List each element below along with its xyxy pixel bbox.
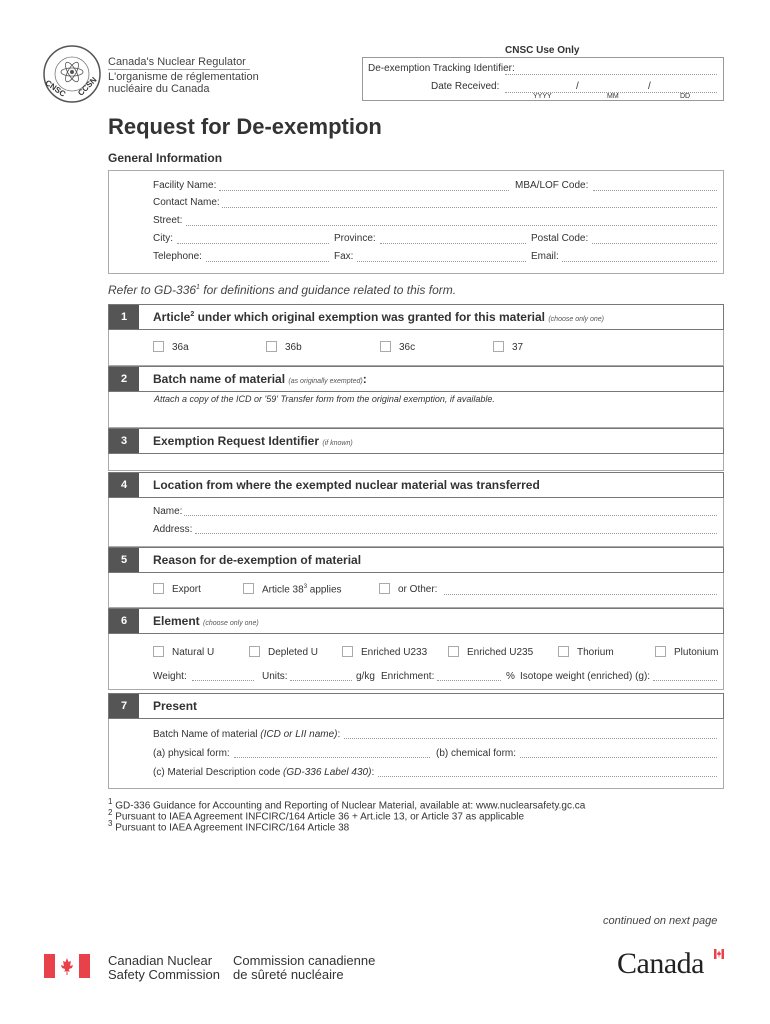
s7-physical-label: (a) physical form: xyxy=(153,748,230,759)
option-37: 37 xyxy=(512,342,524,353)
checkbox-36a[interactable] xyxy=(153,341,164,352)
refer-guidance xyxy=(108,283,456,297)
s4-address-field[interactable] xyxy=(195,533,717,534)
refer-pre: Refer to GD-336 xyxy=(108,283,197,297)
dd-hint: DD xyxy=(680,93,691,100)
s3-title: Exemption Request Identifier xyxy=(153,434,320,448)
footnote-2-num: 2 xyxy=(108,808,113,817)
s1-title-sup: 2 xyxy=(190,311,195,318)
s4-name-field[interactable] xyxy=(184,515,717,516)
enrichment-label: Enrichment: xyxy=(381,671,435,682)
section-7-number: 7 xyxy=(109,694,139,718)
agency-name-fr-1: L'organisme de réglementation xyxy=(108,71,259,83)
weight-field[interactable] xyxy=(192,680,254,681)
isotope-field[interactable] xyxy=(653,680,717,681)
cnsc-use-only-label: CNSC Use Only xyxy=(505,45,580,56)
general-info-heading: General Information xyxy=(108,151,223,165)
refer-sup: 1 xyxy=(196,284,200,291)
footnote-3 xyxy=(108,819,349,833)
s4-name-label: Name: xyxy=(153,506,183,517)
option-depleted-u: Depleted U xyxy=(268,647,319,658)
s4-address-label: Address: xyxy=(153,524,193,535)
refer-post: for definitions and guidance related to this form. xyxy=(199,283,457,297)
checkbox-other[interactable] xyxy=(379,583,390,594)
contact-field[interactable] xyxy=(222,207,717,208)
s7-desc-field[interactable] xyxy=(378,776,717,777)
option-article-38 xyxy=(262,584,342,595)
option-36b: 36b xyxy=(285,342,302,353)
tracking-field[interactable] xyxy=(505,74,717,75)
section-3-title xyxy=(153,434,353,448)
date-received-label: Date Received: xyxy=(431,81,500,92)
s7-batch-post: : xyxy=(337,729,341,740)
s7-desc-pre: (c) Material Description code xyxy=(153,767,284,778)
s1-note: (choose only one) xyxy=(548,316,604,323)
footnote-3-num: 3 xyxy=(108,819,113,828)
section-6-number: 6 xyxy=(109,609,139,633)
option-36a: 36a xyxy=(172,342,189,353)
email-label: Email: xyxy=(531,251,559,262)
checkbox-export[interactable] xyxy=(153,583,164,594)
units-field[interactable] xyxy=(290,680,352,681)
section-3-body[interactable] xyxy=(108,454,724,471)
footer-en-2: Safety Commission xyxy=(108,967,220,982)
s5-article-sup: 3 xyxy=(303,584,308,590)
wordmark-flag-icon xyxy=(714,949,724,959)
checkbox-thorium[interactable] xyxy=(558,646,569,657)
continued-note: continued on next page xyxy=(603,915,718,927)
checkbox-enriched-u233[interactable] xyxy=(342,646,353,657)
s7-physical-field[interactable] xyxy=(234,757,430,758)
option-export: Export xyxy=(172,584,201,595)
s3-note: (if known) xyxy=(322,440,353,447)
section-7-header xyxy=(108,693,724,719)
mba-label: MBA/LOF Code: xyxy=(515,180,589,191)
checkbox-plutonium[interactable] xyxy=(655,646,666,657)
mm-hint: MM xyxy=(607,93,619,100)
fax-label: Fax: xyxy=(334,251,354,262)
fax-field[interactable] xyxy=(357,261,526,262)
section-5-header xyxy=(108,547,724,573)
section-1-number: 1 xyxy=(109,305,139,329)
checkbox-natural-u[interactable] xyxy=(153,646,164,657)
s2-title: Batch name of material xyxy=(153,372,286,386)
s2-colon: : xyxy=(362,372,367,386)
contact-label: Contact Name: xyxy=(153,197,220,208)
street-field[interactable] xyxy=(186,225,717,226)
city-field[interactable] xyxy=(177,243,329,244)
mba-field[interactable] xyxy=(593,190,717,191)
province-field[interactable] xyxy=(380,243,526,244)
section-1-header xyxy=(108,304,724,330)
section-4-title: Location from where the exempted nuclear material was transferred xyxy=(153,478,540,492)
postal-label: Postal Code: xyxy=(531,233,589,244)
checkbox-depleted-u[interactable] xyxy=(249,646,260,657)
s1-title-post: under which original exemption was granted for this material xyxy=(194,310,545,324)
yyyy-hint: YYYY xyxy=(533,93,552,100)
email-field[interactable] xyxy=(562,261,717,262)
section-5-number: 5 xyxy=(109,548,139,572)
section-2-number: 2 xyxy=(109,367,139,391)
footnote-2-text: Pursuant to IAEA Agreement INFCIRC/164 Article 36 + Art.icle 13, or Article 37 as applicable xyxy=(115,811,525,823)
canada-wordmark-text: Canada xyxy=(617,947,704,980)
seal-left-text: CNSC xyxy=(43,78,68,99)
province-label: Province: xyxy=(334,233,376,244)
canada-wordmark xyxy=(617,947,727,983)
tracking-label: De-exemption Tracking Identifier: xyxy=(368,63,515,74)
weight-label: Weight: xyxy=(153,671,187,682)
s7-chemical-field[interactable] xyxy=(520,757,717,758)
footer-fr-2: de sûreté nucléaire xyxy=(233,967,344,982)
agency-divider xyxy=(108,69,250,70)
footnote-3-text: Pursuant to IAEA Agreement INFCIRC/164 Article 38 xyxy=(115,822,350,834)
s6-title: Element xyxy=(153,614,200,628)
telephone-field[interactable] xyxy=(206,261,329,262)
section-4-body xyxy=(108,498,724,547)
s7-batch-pre: Batch Name of material xyxy=(153,729,261,740)
section-2-title xyxy=(153,372,367,386)
footer-fr-1: Commission canadienne xyxy=(233,953,376,968)
enrichment-field[interactable] xyxy=(437,680,501,681)
seal-right-text: CCSN xyxy=(76,75,99,98)
telephone-label: Telephone: xyxy=(153,251,202,262)
section-5-title: Reason for de-exemption of material xyxy=(153,553,362,567)
agency-name-fr-2: nucléaire du Canada xyxy=(108,83,210,95)
option-natural-u: Natural U xyxy=(172,647,215,658)
s2-instruction: Attach a copy of the ICD or '59' Transfer form from the original exemption, if available. xyxy=(154,394,495,404)
option-plutonium: Plutonium xyxy=(674,647,719,658)
section-1-title xyxy=(153,310,604,324)
section-2-header xyxy=(108,366,724,392)
other-reason-field[interactable] xyxy=(444,594,717,595)
section-3-header xyxy=(108,428,724,454)
s1-title-pre: Article xyxy=(153,310,191,324)
isotope-label: Isotope weight (enriched) (g): xyxy=(520,671,651,682)
section-6-title xyxy=(153,614,259,628)
option-thorium: Thorium xyxy=(577,647,614,658)
footnote-1-text: GD-336 Guidance for Accounting and Reporting of Nuclear Material, available at: www.nuclearsafety.gc.ca xyxy=(115,800,586,812)
option-enriched-u235: Enriched U235 xyxy=(467,647,534,658)
s5-article-post: applies xyxy=(307,584,342,596)
s7-batch-it: (ICD or LII name) xyxy=(260,729,338,740)
s7-batch-field[interactable] xyxy=(344,738,717,739)
facility-label: Facility Name: xyxy=(153,180,217,191)
option-36c: 36c xyxy=(399,342,416,353)
city-label: City: xyxy=(153,233,173,244)
checkbox-36b[interactable] xyxy=(266,341,277,352)
checkbox-36c[interactable] xyxy=(380,341,391,352)
s7-desc-post: : xyxy=(371,767,375,778)
section-4-header xyxy=(108,472,724,498)
pct-label: % xyxy=(506,671,515,682)
s7-batch-label xyxy=(153,729,340,740)
footer-en-1: Canadian Nuclear xyxy=(108,953,213,968)
page-title: Request for De-exemption xyxy=(108,114,382,139)
facility-field[interactable] xyxy=(219,190,509,191)
date-slash-2: / xyxy=(648,81,651,92)
s7-chemical-label: (b) chemical form: xyxy=(436,748,517,759)
date-slash-1: / xyxy=(576,81,579,92)
section-3-number: 3 xyxy=(109,429,139,453)
checkbox-37[interactable] xyxy=(493,341,504,352)
section-1-body xyxy=(108,330,724,366)
canada-flag-icon xyxy=(44,954,90,978)
units-label: Units: xyxy=(262,671,288,682)
s7-desc-it: (GD-336 Label 430) xyxy=(283,767,372,778)
cnsc-seal xyxy=(42,44,102,104)
s7-desc-label xyxy=(153,767,374,778)
atom-icon xyxy=(42,44,102,104)
agency-name-en: Canada's Nuclear Regulator xyxy=(108,56,246,68)
option-enriched-u233: Enriched U233 xyxy=(361,647,428,658)
checkbox-enriched-u235[interactable] xyxy=(448,646,459,657)
street-label: Street: xyxy=(153,215,183,226)
section-6-header xyxy=(108,608,724,634)
option-other: or Other: xyxy=(398,584,438,595)
section-4-number: 4 xyxy=(109,473,139,497)
gkg-label: g/kg xyxy=(356,671,375,682)
s2-note: (as originally exempted) xyxy=(288,378,363,385)
s6-note: (choose only one) xyxy=(203,620,259,627)
footnote-1-num: 1 xyxy=(108,797,113,806)
checkbox-article-38[interactable] xyxy=(243,583,254,594)
section-7-title: Present xyxy=(153,699,198,713)
s5-article-pre: Article 38 xyxy=(262,584,304,596)
postal-field[interactable] xyxy=(592,243,717,244)
